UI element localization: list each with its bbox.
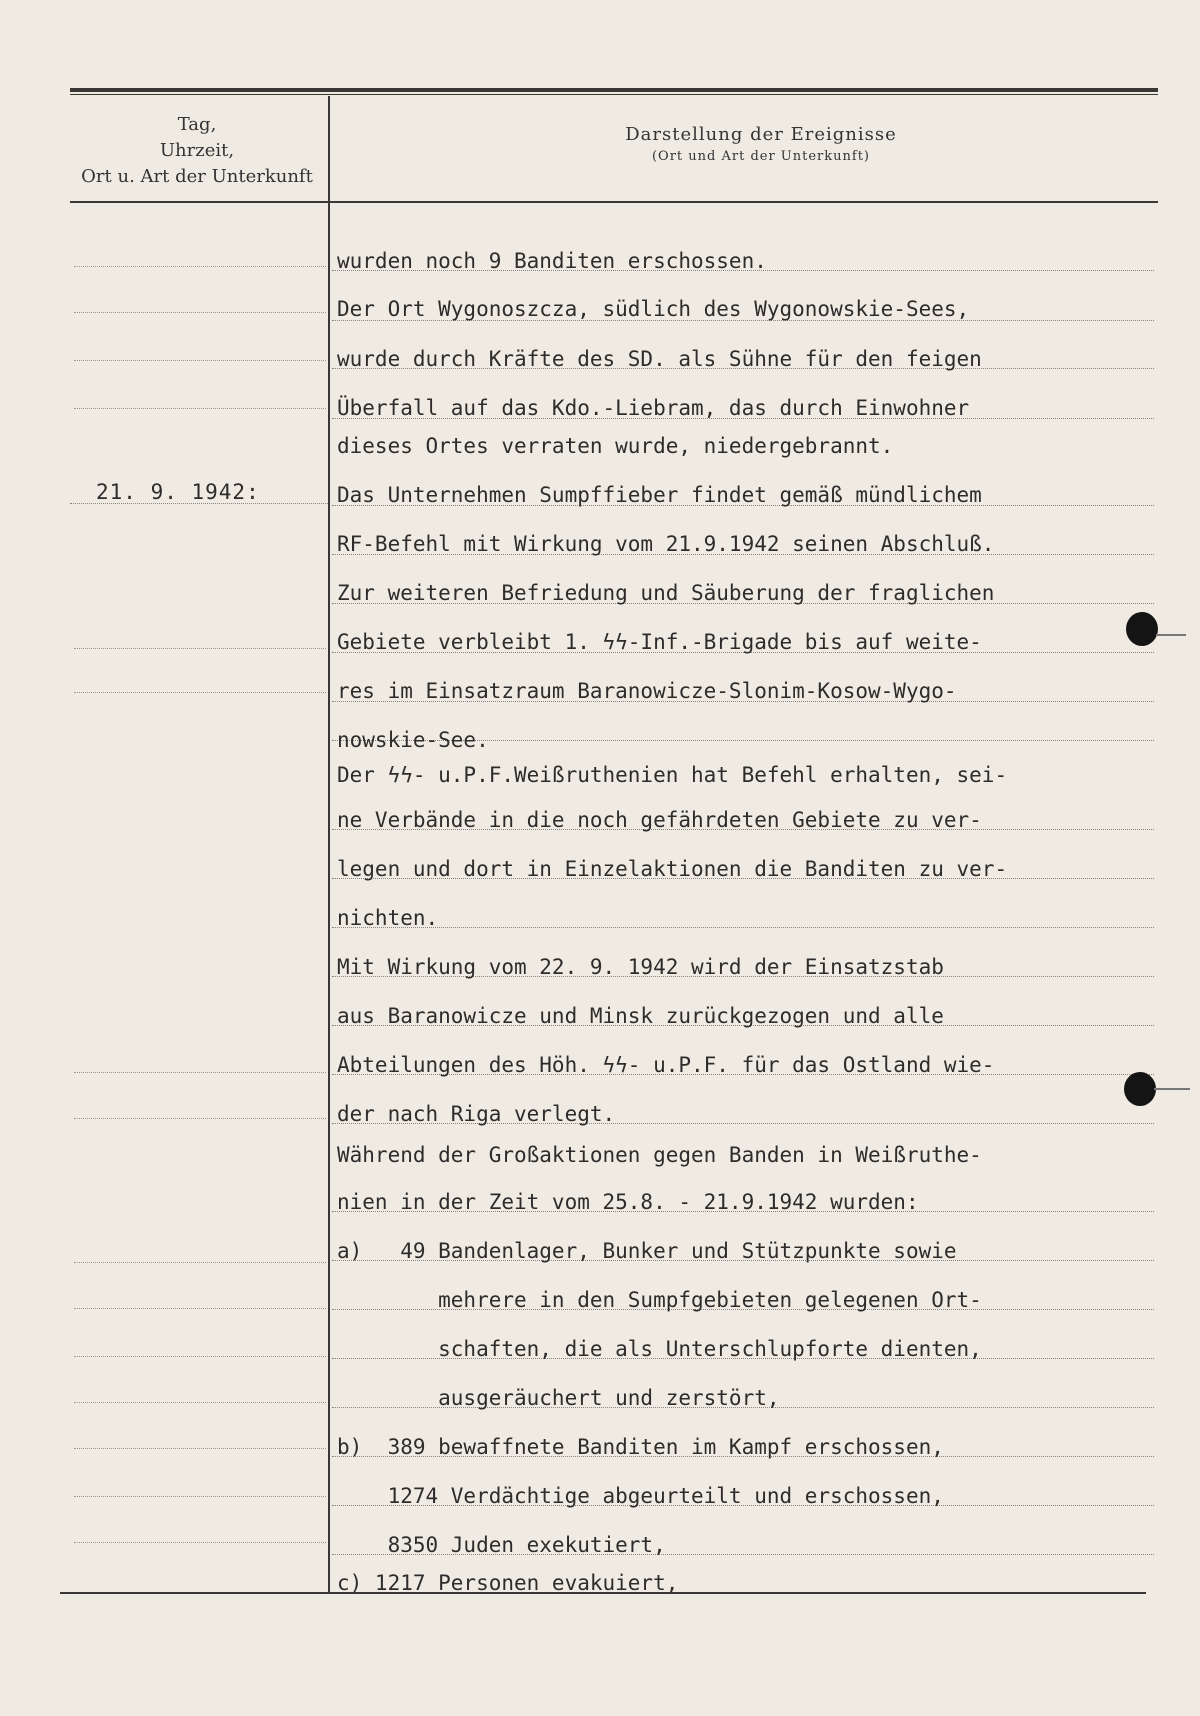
top-rule-thin	[70, 94, 1158, 95]
left-dotted-line	[74, 1262, 326, 1263]
text-dotted-line	[332, 927, 1154, 928]
text-line: ne Verbände in die noch gefährdeten Gebiete zu ver-	[337, 808, 982, 832]
left-dotted-line	[74, 1072, 326, 1073]
text-line: RF-Befehl mit Wirkung vom 21.9.1942 seinen Abschluß.	[337, 532, 995, 556]
date-dotted-line	[70, 503, 328, 504]
text-line: ausgeräuchert und zerstört,	[337, 1386, 780, 1410]
left-dotted-line	[74, 1356, 326, 1357]
text-line: nichten.	[337, 906, 439, 930]
text-line: Überfall auf das Kdo.-Liebram, das durch Einwohner	[337, 396, 970, 420]
header-rule	[70, 201, 1158, 203]
punch-hole-tear	[1154, 1088, 1190, 1090]
left-dotted-line	[74, 312, 326, 313]
header-left-line: Tag,	[177, 114, 217, 135]
punch-hole	[1126, 612, 1158, 646]
left-dotted-line	[74, 1542, 326, 1543]
left-dotted-line	[74, 648, 326, 649]
text-line: mehrere in den Sumpfgebieten gelegenen Ort-	[337, 1288, 982, 1312]
header-right	[332, 124, 1190, 164]
text-line: res im Einsatzraum Baranowicze-Slonim-Kosow-Wygo-	[337, 679, 957, 703]
left-dotted-line	[74, 1118, 326, 1119]
header-title: Darstellung der Ereignisse	[625, 124, 897, 145]
text-line: c) 1217 Personen evakuiert,	[337, 1571, 679, 1595]
text-line: b) 389 bewaffnete Banditen im Kampf erschossen,	[337, 1435, 944, 1459]
text-line: a) 49 Bandenlager, Bunker und Stützpunkte sowie	[337, 1239, 957, 1263]
text-line: Während der Großaktionen gegen Banden in Weißruthe-	[337, 1143, 982, 1167]
text-line: schaften, die als Unterschlupforte dienten,	[337, 1337, 982, 1361]
header-left-line: Uhrzeit,	[159, 140, 235, 161]
left-dotted-line	[74, 408, 326, 409]
header-subtitle: (Ort und Art der Unterkunft)	[651, 149, 870, 164]
text-line: der nach Riga verlegt.	[337, 1102, 616, 1126]
text-line: nien in der Zeit vom 25.8. - 21.9.1942 wurden:	[337, 1190, 919, 1214]
text-line: wurden noch 9 Banditen erschossen.	[337, 249, 767, 273]
header-left-line: Ort u. Art der Unterkunft	[81, 166, 313, 187]
punch-hole	[1124, 1072, 1156, 1106]
header-left	[70, 112, 324, 190]
text-line: Gebiete verbleibt 1. ϟϟ-Inf.-Brigade bis auf weite-	[337, 630, 982, 654]
left-dotted-line	[74, 1402, 326, 1403]
left-dotted-line	[74, 266, 326, 267]
text-line: wurde durch Kräfte des SD. als Sühne für den feigen	[337, 347, 982, 371]
text-line: Das Unternehmen Sumpffieber findet gemäß mündlichem	[337, 483, 982, 507]
text-line: nowskie-See.	[337, 728, 489, 752]
left-dotted-line	[74, 692, 326, 693]
left-dotted-line	[74, 1448, 326, 1449]
left-dotted-line	[74, 1496, 326, 1497]
text-line: dieses Ortes verraten wurde, niedergebrannt.	[337, 434, 894, 458]
left-dotted-line	[74, 1308, 326, 1309]
text-line: Zur weiteren Befriedung und Säuberung der fraglichen	[337, 581, 995, 605]
left-dotted-line	[74, 360, 326, 361]
text-line: 8350 Juden exekutiert,	[337, 1533, 666, 1557]
text-line: Der ϟϟ- u.P.F.Weißruthenien hat Befehl erhalten, sei-	[337, 763, 1008, 787]
top-rule	[70, 88, 1158, 92]
text-line: Mit Wirkung vom 22. 9. 1942 wird der Einsatzstab	[337, 955, 944, 979]
column-divider	[328, 96, 330, 1592]
text-line: aus Baranowicze und Minsk zurückgezogen und alle	[337, 1004, 944, 1028]
text-line: Der Ort Wygonoszcza, südlich des Wygonowskie-Sees,	[337, 297, 970, 321]
text-line: Abteilungen des Höh. ϟϟ- u.P.F. für das Ostland wie-	[337, 1053, 995, 1077]
punch-hole-tear	[1156, 634, 1186, 636]
text-line: 1274 Verdächtige abgeurteilt und erschossen,	[337, 1484, 944, 1508]
entry-date: 21. 9. 1942:	[96, 480, 260, 504]
text-line: legen und dort in Einzelaktionen die Banditen zu ver-	[337, 857, 1008, 881]
